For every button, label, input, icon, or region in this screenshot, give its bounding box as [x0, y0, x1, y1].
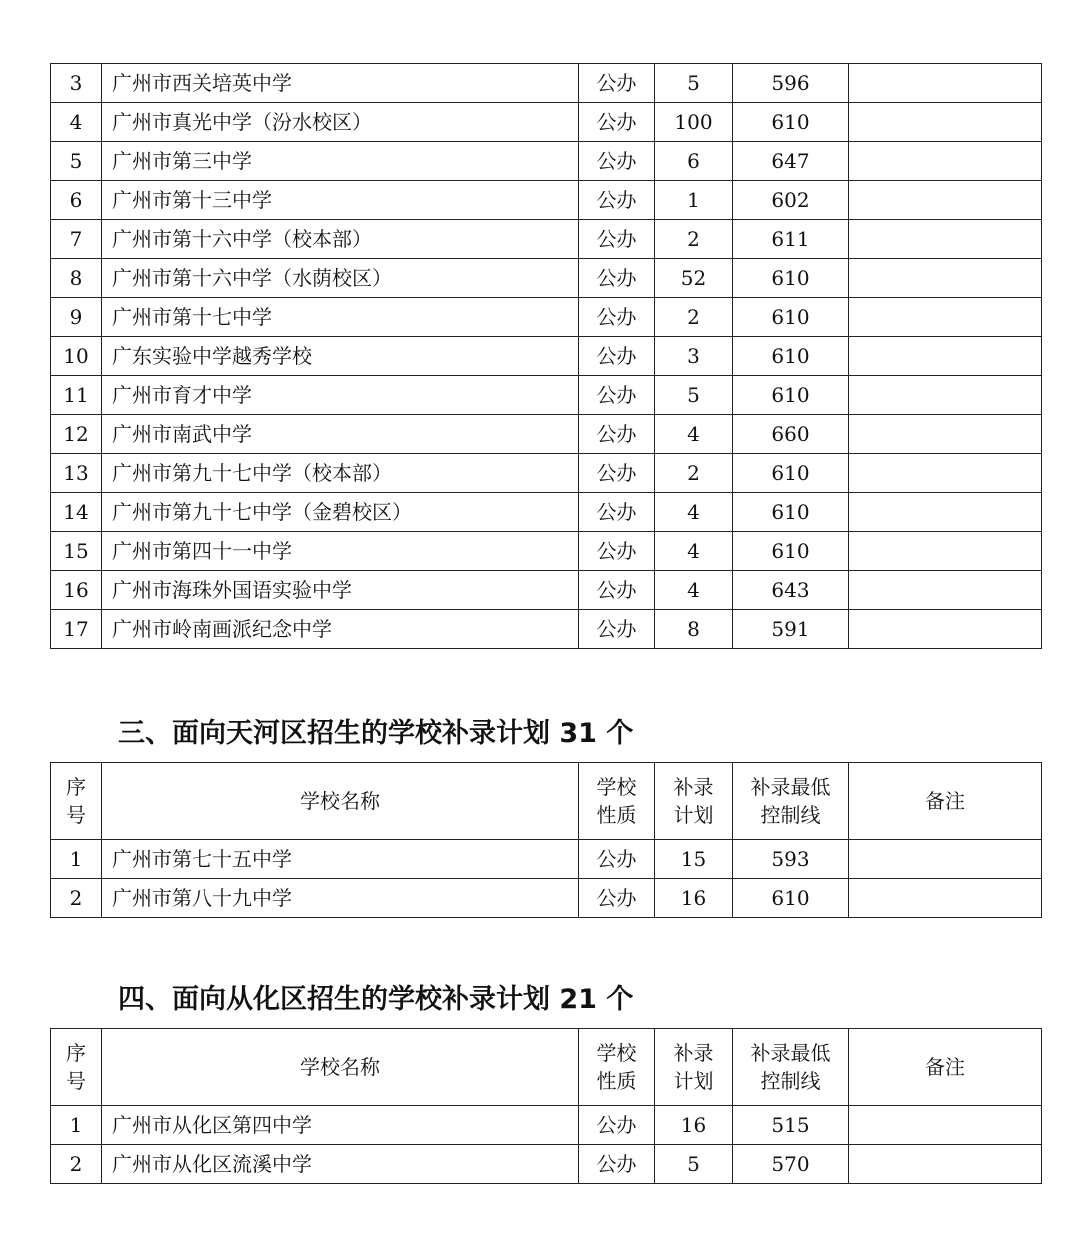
cell-minline: 610 — [733, 259, 849, 298]
cell-school-name: 广州市第四十一中学 — [102, 532, 579, 571]
cell-nature: 公办 — [579, 1106, 655, 1145]
cell-school-name: 广州市第十七中学 — [102, 298, 579, 337]
cell-remark — [849, 1106, 1042, 1145]
cell-plan: 4 — [655, 415, 733, 454]
cell-remark — [849, 610, 1042, 649]
cell-nature: 公办 — [579, 415, 655, 454]
cell-minline: 591 — [733, 610, 849, 649]
cell-remark — [849, 103, 1042, 142]
cell-remark — [849, 571, 1042, 610]
cell-plan: 2 — [655, 454, 733, 493]
cell-plan: 16 — [655, 1106, 733, 1145]
cell-minline: 610 — [733, 879, 849, 918]
cell-plan: 5 — [655, 64, 733, 103]
cell-seq: 4 — [51, 103, 102, 142]
cell-seq: 1 — [51, 1106, 102, 1145]
cell-nature: 公办 — [579, 610, 655, 649]
cell-remark — [849, 259, 1042, 298]
section2-table — [50, 63, 1042, 649]
table-row — [51, 376, 1042, 415]
cell-remark — [849, 298, 1042, 337]
table-row — [51, 840, 1042, 879]
table-row — [51, 879, 1042, 918]
col-header-remark: 备注 — [849, 1029, 1042, 1106]
cell-remark — [849, 64, 1042, 103]
cell-minline: 610 — [733, 532, 849, 571]
cell-seq: 11 — [51, 376, 102, 415]
cell-seq: 15 — [51, 532, 102, 571]
cell-nature: 公办 — [579, 337, 655, 376]
col-header-seq: 序 号 — [51, 763, 102, 840]
cell-seq: 1 — [51, 840, 102, 879]
cell-remark — [849, 532, 1042, 571]
cell-plan: 5 — [655, 1145, 733, 1184]
table-row — [51, 454, 1042, 493]
header-row — [51, 763, 1042, 840]
col-header-minline: 补录最低 控制线 — [733, 1029, 849, 1106]
cell-seq: 10 — [51, 337, 102, 376]
table-row — [51, 610, 1042, 649]
cell-school-name: 广州市第三中学 — [102, 142, 579, 181]
cell-school-name: 广州市第十六中学（水荫校区） — [102, 259, 579, 298]
table-row — [51, 337, 1042, 376]
col-header-nature: 学校 性质 — [579, 1029, 655, 1106]
cell-minline: 593 — [733, 840, 849, 879]
header-row — [51, 1029, 1042, 1106]
table-row — [51, 64, 1042, 103]
table-row — [51, 532, 1042, 571]
table-row — [51, 493, 1042, 532]
table-row — [51, 181, 1042, 220]
cell-remark — [849, 493, 1042, 532]
table-row — [51, 259, 1042, 298]
cell-seq: 14 — [51, 493, 102, 532]
cell-minline: 610 — [733, 298, 849, 337]
table-row — [51, 298, 1042, 337]
cell-school-name: 广州市第八十九中学 — [102, 879, 579, 918]
cell-seq: 5 — [51, 142, 102, 181]
col-header-plan: 补录 计划 — [655, 763, 733, 840]
cell-seq: 12 — [51, 415, 102, 454]
col-header-minline: 补录最低 控制线 — [733, 763, 849, 840]
cell-nature: 公办 — [579, 142, 655, 181]
table-row — [51, 1145, 1042, 1184]
section3-table-header — [51, 763, 1042, 840]
cell-plan: 3 — [655, 337, 733, 376]
cell-remark — [849, 220, 1042, 259]
cell-school-name: 广州市第七十五中学 — [102, 840, 579, 879]
cell-plan: 8 — [655, 610, 733, 649]
col-header-name: 学校名称 — [102, 1029, 579, 1106]
cell-minline: 610 — [733, 376, 849, 415]
cell-seq: 16 — [51, 571, 102, 610]
cell-school-name: 广州市南武中学 — [102, 415, 579, 454]
cell-nature: 公办 — [579, 454, 655, 493]
col-header-name: 学校名称 — [102, 763, 579, 840]
cell-nature: 公办 — [579, 181, 655, 220]
cell-remark — [849, 840, 1042, 879]
cell-remark — [849, 1145, 1042, 1184]
section4-heading: 四、面向从化区招生的学校补录计划 21 个 — [118, 984, 634, 1015]
table-row — [51, 220, 1042, 259]
cell-nature: 公办 — [579, 840, 655, 879]
cell-seq: 17 — [51, 610, 102, 649]
cell-plan: 6 — [655, 142, 733, 181]
section4-table-header — [51, 1029, 1042, 1106]
section3-table-body — [51, 840, 1042, 918]
cell-school-name: 广州市西关培英中学 — [102, 64, 579, 103]
col-header-remark: 备注 — [849, 763, 1042, 840]
col-header-nature: 学校 性质 — [579, 763, 655, 840]
cell-nature: 公办 — [579, 532, 655, 571]
cell-minline: 610 — [733, 103, 849, 142]
cell-minline: 602 — [733, 181, 849, 220]
col-header-plan: 补录 计划 — [655, 1029, 733, 1106]
cell-plan: 52 — [655, 259, 733, 298]
cell-remark — [849, 376, 1042, 415]
cell-school-name: 广州市从化区流溪中学 — [102, 1145, 579, 1184]
cell-plan: 15 — [655, 840, 733, 879]
cell-school-name: 广州市第十三中学 — [102, 181, 579, 220]
cell-minline: 610 — [733, 454, 849, 493]
cell-remark — [849, 337, 1042, 376]
cell-school-name: 广州市海珠外国语实验中学 — [102, 571, 579, 610]
section4-table — [50, 1028, 1042, 1184]
cell-school-name: 广州市从化区第四中学 — [102, 1106, 579, 1145]
col-header-seq: 序 号 — [51, 1029, 102, 1106]
cell-seq: 3 — [51, 64, 102, 103]
table-row — [51, 142, 1042, 181]
cell-nature: 公办 — [579, 571, 655, 610]
cell-nature: 公办 — [579, 376, 655, 415]
table-row — [51, 415, 1042, 454]
cell-nature: 公办 — [579, 493, 655, 532]
cell-school-name: 广东实验中学越秀学校 — [102, 337, 579, 376]
table-row — [51, 571, 1042, 610]
cell-plan: 4 — [655, 493, 733, 532]
cell-plan: 4 — [655, 571, 733, 610]
cell-school-name: 广州市第十六中学（校本部） — [102, 220, 579, 259]
cell-seq: 7 — [51, 220, 102, 259]
cell-nature: 公办 — [579, 879, 655, 918]
cell-minline: 570 — [733, 1145, 849, 1184]
cell-remark — [849, 879, 1042, 918]
cell-seq: 2 — [51, 1145, 102, 1184]
cell-plan: 4 — [655, 532, 733, 571]
cell-school-name: 广州市育才中学 — [102, 376, 579, 415]
cell-seq: 8 — [51, 259, 102, 298]
cell-nature: 公办 — [579, 1145, 655, 1184]
cell-plan: 2 — [655, 298, 733, 337]
cell-school-name: 广州市岭南画派纪念中学 — [102, 610, 579, 649]
cell-seq: 6 — [51, 181, 102, 220]
cell-minline: 611 — [733, 220, 849, 259]
section2-table-body — [51, 64, 1042, 649]
cell-minline: 660 — [733, 415, 849, 454]
cell-minline: 596 — [733, 64, 849, 103]
cell-seq: 9 — [51, 298, 102, 337]
section4-table-body — [51, 1106, 1042, 1184]
cell-minline: 647 — [733, 142, 849, 181]
table-row — [51, 103, 1042, 142]
section3-table — [50, 762, 1042, 918]
cell-remark — [849, 181, 1042, 220]
cell-nature: 公办 — [579, 298, 655, 337]
cell-plan: 100 — [655, 103, 733, 142]
cell-nature: 公办 — [579, 259, 655, 298]
cell-nature: 公办 — [579, 64, 655, 103]
cell-nature: 公办 — [579, 220, 655, 259]
cell-plan: 1 — [655, 181, 733, 220]
cell-remark — [849, 415, 1042, 454]
cell-plan: 2 — [655, 220, 733, 259]
section3-heading: 三、面向天河区招生的学校补录计划 31 个 — [118, 718, 634, 749]
cell-minline: 610 — [733, 337, 849, 376]
cell-plan: 16 — [655, 879, 733, 918]
cell-remark — [849, 142, 1042, 181]
cell-seq: 13 — [51, 454, 102, 493]
cell-minline: 643 — [733, 571, 849, 610]
cell-school-name: 广州市真光中学（汾水校区） — [102, 103, 579, 142]
cell-minline: 515 — [733, 1106, 849, 1145]
cell-plan: 5 — [655, 376, 733, 415]
cell-remark — [849, 454, 1042, 493]
cell-nature: 公办 — [579, 103, 655, 142]
cell-school-name: 广州市第九十七中学（校本部） — [102, 454, 579, 493]
cell-seq: 2 — [51, 879, 102, 918]
table-row — [51, 1106, 1042, 1145]
cell-minline: 610 — [733, 493, 849, 532]
cell-school-name: 广州市第九十七中学（金碧校区） — [102, 493, 579, 532]
